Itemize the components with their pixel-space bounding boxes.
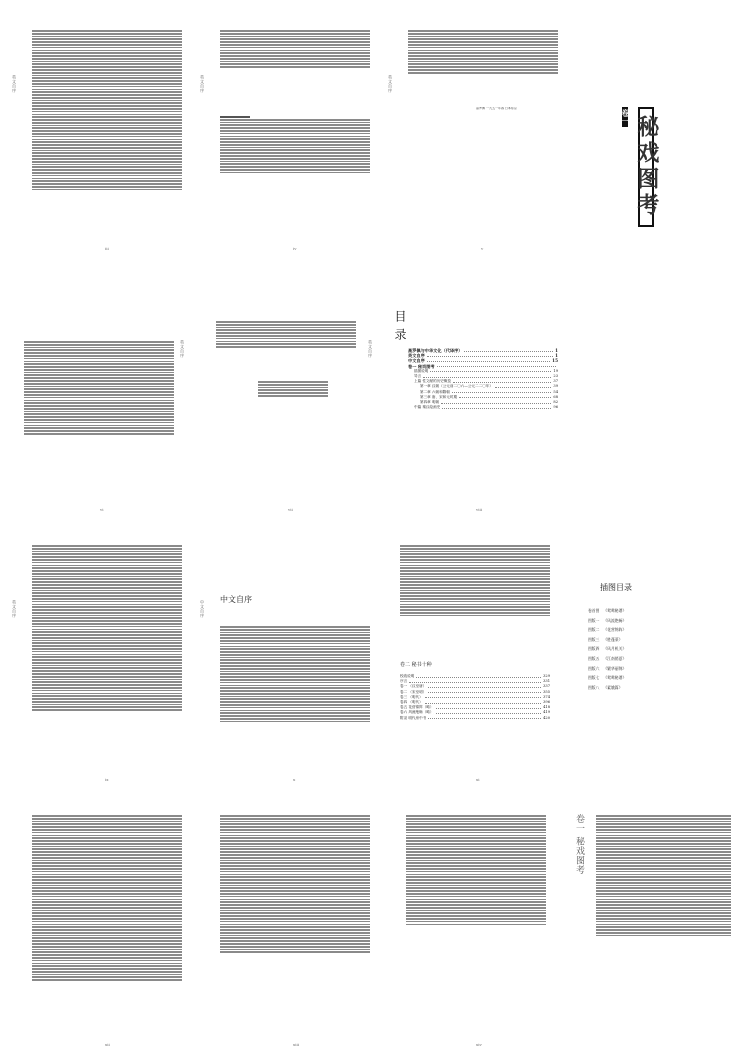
leader-dots — [425, 695, 541, 699]
page-number: xiii — [293, 1042, 300, 1047]
leader-dots — [464, 348, 553, 352]
page-number: x — [293, 777, 296, 782]
illustration-entry — [588, 618, 728, 624]
text-line — [400, 615, 550, 617]
notes-block — [220, 115, 370, 173]
toc-entry-page: 419 — [543, 710, 550, 715]
illustration-entry — [588, 675, 728, 681]
illustration-text: 《鸳鸯秘谱》 — [603, 608, 627, 613]
illustration-entry — [588, 685, 728, 691]
leader-dots — [428, 690, 541, 694]
illustration-text: 《江南销夏》 — [603, 655, 627, 661]
text-line — [400, 587, 550, 589]
running-head: 中文自序 — [200, 600, 205, 618]
paragraph-block — [24, 340, 174, 435]
illustrations-list — [588, 608, 728, 694]
page-blank — [574, 270, 744, 520]
illustration-text: 《胜蓬莱》 — [603, 636, 623, 642]
toc-entry-label: 卷三 （明代） — [400, 694, 423, 699]
toc-entry-page: 418 — [543, 705, 550, 710]
page-number: ix — [105, 777, 109, 782]
illustration-entry — [588, 646, 728, 652]
paragraph-block — [220, 625, 370, 722]
toc-entry-page: 23 — [553, 374, 558, 379]
text-line — [400, 581, 550, 583]
toc-entry-page: 355 — [543, 689, 550, 694]
toc-entry-page: 1 — [555, 353, 558, 359]
toc-entry-page: 396 — [543, 700, 550, 705]
page-preface-zh — [198, 530, 378, 790]
page-number: v — [481, 246, 484, 251]
preface-zh-title: 中文自序 — [220, 595, 252, 604]
illustration-label: 图版三 — [588, 636, 600, 642]
page-illustrations — [574, 530, 744, 790]
illustrations-heading: 插图目录 — [600, 583, 632, 592]
text-line — [400, 609, 550, 611]
illustration-text: 《繁华丽锦》 — [603, 665, 627, 671]
toc-entry-label: 第四章 明朝 — [420, 400, 440, 405]
text-line — [400, 576, 550, 578]
toc-entry-label: 第二章 六朝和隋朝 — [420, 389, 450, 394]
leader-dots — [452, 390, 552, 394]
toc-entry-label: 插图说明 — [414, 368, 429, 373]
toc-entry — [408, 405, 558, 410]
illustrations-bars — [596, 814, 731, 936]
page-number: vi — [100, 507, 104, 512]
leader-dots — [441, 400, 551, 404]
toc-entry-label: 中篇 秦汉绘画史 — [414, 405, 441, 410]
toc-entry-page: 37 — [553, 379, 558, 384]
illustration-label: 图版五 — [588, 655, 600, 661]
toc-entry-page: 420 — [543, 715, 550, 720]
toc-entry-label: 校改说明 — [400, 674, 415, 678]
running-head: 英文自序 — [368, 340, 373, 358]
illustration-text: 《鸳鸯秘谱》 — [603, 675, 627, 681]
paragraph-block — [408, 29, 558, 74]
toc-entry-page: 68 — [553, 394, 558, 399]
leader-dots — [459, 395, 551, 399]
toc-entry-page: 331 — [543, 679, 550, 684]
leader-dots — [430, 369, 551, 373]
toc-entry-page: 54 — [553, 389, 558, 394]
page-number: vii — [288, 507, 293, 512]
page-preface-6 — [10, 530, 190, 790]
text-line — [400, 604, 550, 606]
leader-dots — [427, 358, 550, 362]
illustration-text: 《风流绝畅》 — [603, 617, 627, 623]
illustration-text: 《素娥篇》 — [603, 684, 623, 690]
running-head: 英文自序 — [12, 75, 17, 93]
toc-entry-label: 卷二 （宋至明） — [400, 689, 427, 694]
toc-entry-page: 1 — [555, 348, 558, 353]
page-preface-1 — [10, 15, 190, 260]
text-line — [400, 556, 550, 558]
illustration-text: 《花营锦阵》 — [603, 627, 627, 633]
page-preface-zh-3 — [198, 800, 378, 1055]
illustration-text: 《风月机关》 — [603, 646, 627, 652]
running-head: 英文自序 — [12, 600, 17, 618]
illustration-entry — [588, 627, 728, 633]
illustration-label: 图版一 — [588, 617, 600, 623]
toc-entry-label: 卷一 （汉至唐） — [400, 684, 427, 689]
leader-dots — [442, 405, 551, 409]
page-number: iii — [105, 246, 109, 251]
leader-dots — [495, 384, 551, 388]
toc-entry-label: 上篇 性文献的历史概览 — [414, 379, 452, 384]
toc-entry-page: 374 — [543, 694, 550, 699]
page-toc — [386, 270, 566, 520]
illustration-entry — [588, 656, 728, 662]
text-line — [400, 595, 550, 597]
text-line — [400, 548, 550, 550]
paragraph-block — [32, 544, 182, 711]
page-number: xii — [105, 1042, 110, 1047]
toc-entry-page: 337 — [543, 684, 550, 689]
leader-dots — [425, 700, 541, 704]
leader-dots — [416, 674, 541, 678]
text-line — [400, 606, 550, 608]
toc-entry-label: 附录 明代房中书 — [400, 715, 427, 720]
paragraph-block — [220, 29, 370, 68]
text-line — [400, 567, 550, 569]
text-line — [400, 592, 550, 594]
page-preface-5 — [198, 270, 378, 520]
toc-heading: 目录 — [393, 310, 407, 346]
toc-entry — [400, 716, 550, 721]
running-head: 卷一 秘戏图考 — [574, 814, 584, 875]
illustration-label: 图版八 — [588, 684, 600, 690]
leader-dots — [436, 705, 542, 709]
book-title: 秘戏图考 — [638, 107, 654, 227]
paragraph-block — [32, 29, 182, 190]
leader-dots — [409, 679, 541, 683]
toc-entry-label: 中文自序 — [408, 358, 425, 364]
text-line — [400, 545, 550, 547]
running-head: 英文自序 — [388, 75, 393, 93]
toc-entry-label: 卷六 风流绝畅（略） — [400, 710, 434, 715]
page-number: viii — [476, 507, 483, 512]
leader-dots — [427, 353, 553, 357]
paragraph-block — [220, 814, 370, 953]
text-line — [400, 601, 550, 603]
page-volume-title — [574, 15, 744, 260]
toc-entry-label: 导言 — [414, 374, 422, 379]
illustration-label: 图版七 — [588, 675, 600, 681]
leader-dots — [437, 364, 556, 368]
closing-note: 高罗佩 一九五一年春 日本东京 — [476, 107, 517, 110]
text-line — [400, 578, 550, 580]
text-line — [400, 559, 550, 561]
volume-label: 卷一 — [620, 109, 631, 125]
page-toc-continued — [386, 530, 566, 790]
leader-dots — [453, 379, 551, 383]
running-head: 英文自序 — [200, 75, 205, 93]
illustration-label: 图版二 — [588, 627, 600, 633]
toc-entry-page: 19 — [553, 368, 558, 373]
toc-entry-page: 96 — [553, 405, 558, 410]
toc-entry-label: 卷一 秘戏图考 — [408, 363, 435, 369]
text-line — [400, 570, 550, 572]
toc-entry-label: 序言 — [400, 679, 408, 684]
illustration-label: 卷首图 — [588, 608, 600, 613]
illustration-label: 图版四 — [588, 646, 600, 652]
leader-dots — [436, 710, 542, 714]
page-toc-continued-2 — [386, 800, 566, 1055]
illustration-entry — [588, 637, 728, 643]
page-number: iv — [293, 246, 297, 251]
toc-entry-label: 卷四 （明代） — [400, 700, 423, 705]
illustration-label: 图版六 — [588, 665, 600, 671]
toc-entry-page: 329 — [543, 674, 550, 678]
toc-list — [400, 544, 550, 616]
toc-entry-page: 82 — [553, 400, 558, 405]
page-number: xi — [476, 777, 480, 782]
signature-block — [258, 380, 328, 397]
text-line — [400, 590, 550, 592]
leader-dots — [428, 684, 541, 688]
toc-entry-label: 卷五 花营锦阵（略） — [400, 705, 434, 710]
paragraph-block — [32, 814, 182, 981]
text-line — [400, 573, 550, 575]
toc-entry-page: 39 — [553, 384, 558, 389]
page-preface-4 — [10, 270, 190, 520]
page-illustrations-2 — [574, 800, 744, 1055]
toc-entry-page: 15 — [552, 358, 558, 364]
toc-entry-label: 第三章 唐、宋和元时期 — [420, 394, 458, 399]
page-preface-3 — [386, 15, 566, 260]
text-line — [400, 551, 550, 553]
illustration-entry — [588, 666, 728, 672]
toc-list — [400, 674, 550, 721]
page-preface-2 — [198, 15, 378, 260]
text-line — [400, 553, 550, 555]
page-number: xiv — [476, 1042, 482, 1047]
toc-bars — [406, 814, 546, 925]
toc-entry-label: 英文自序 — [408, 353, 425, 359]
toc-list — [408, 348, 558, 410]
toc-entry-label: 第一章 汉朝（公元前二〇六—公元二二〇年） — [420, 384, 494, 389]
text-line — [400, 598, 550, 600]
page-preface-zh-2 — [10, 800, 190, 1055]
text-line — [400, 612, 550, 614]
leader-dots — [428, 716, 541, 720]
text-line — [400, 584, 550, 586]
text-line — [400, 562, 550, 564]
toc-volume-two-heading: 卷二 秘书十种 — [400, 662, 432, 668]
running-head: 英文自序 — [180, 340, 185, 358]
text-line — [400, 565, 550, 567]
notes-block — [216, 320, 356, 348]
illustration-entry — [588, 608, 728, 614]
leader-dots — [423, 374, 551, 378]
toc-entry-label: 高罗佩与中华文化（代译序） — [408, 348, 463, 353]
